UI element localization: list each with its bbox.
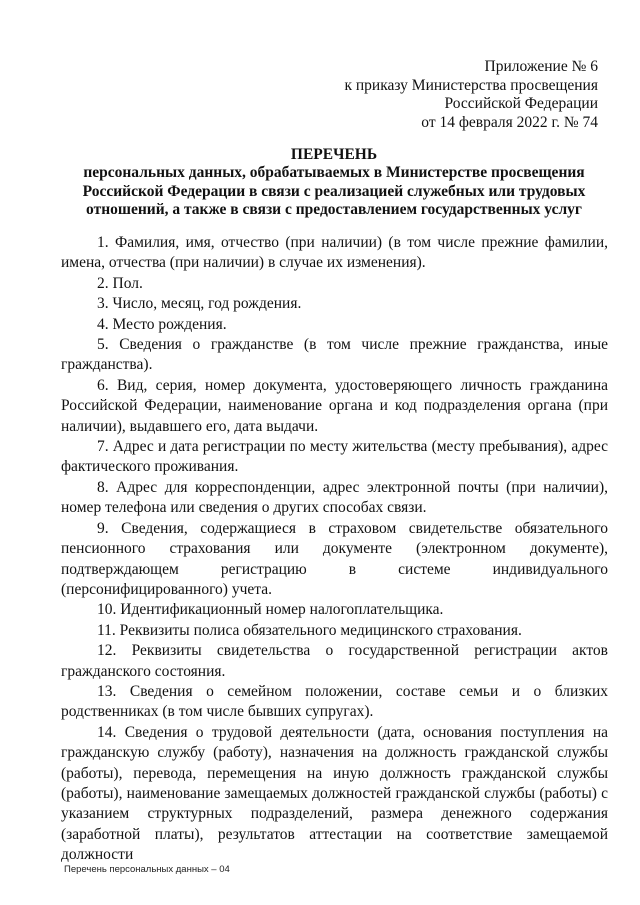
document-subtitle: персональных данных, обрабатываемых в Министерстве просвещения Российской Федерации в связи с реализацией служебных или трудовых отношений, а также в связи с предоставлением государственных услуг [82, 164, 586, 218]
list-item: 4. Место рождения. [97, 315, 227, 333]
page-footer: Перечень персональных данных – 04 [64, 864, 230, 875]
appendix-number: Приложение № 6 [484, 58, 598, 75]
list-item: 12. Реквизиты свидетельства о государственной регистрации актов гражданского состояния. [61, 642, 608, 680]
document-body [61, 233, 608, 866]
list-item: 6. Вид, серия, номер документа, удостоверяющего личность гражданина Российской Федерации, наименование органа и код подразделения органа (при наличии), выдавшего его, дата выдачи. [61, 376, 608, 435]
list-item: 1. Фамилия, имя, отчество (при наличии) (в том числе прежние фамилии, имена, отчества (при наличии) в случае их изменения). [61, 234, 608, 272]
appendix-date: от 14 февраля 2022 г. № 74 [421, 113, 598, 131]
list-item: 11. Реквизиты полиса обязательного медицинского страхования. [97, 621, 522, 639]
document-title: ПЕРЕЧЕНЬ [290, 146, 378, 163]
list-item: 2. Пол. [97, 274, 143, 292]
list-item: 8. Адрес для корреспонденции, адрес электронной почты (при наличии), номер телефона или сведения о других способах связи. [61, 478, 608, 517]
appendix-order-ref: к приказу Министерства просвещения [344, 76, 598, 94]
list-item: 9. Сведения, содержащиеся в страховом свидетельстве обязательного пенсионного страхования или документе (электронном документе), подтверждающем регистрацию в системе индивидуального (персонифицированного) учета. [61, 519, 608, 598]
list-item: 3. Число, месяц, год рождения. [97, 295, 302, 313]
list-item: 13. Сведения о семейном положении, составе семьи и о близких родственниках (в том числе бывших супругах). [61, 682, 608, 721]
list-item: 7. Адрес и дата регистрации по месту жительства (месту пребывания), адрес фактического проживания. [61, 438, 608, 476]
list-item: 10. Идентификационный номер налогоплательщика. [97, 601, 444, 619]
list-item: 5. Сведения о гражданстве (в том числе прежние гражданства, иные гражданства). [61, 336, 608, 374]
appendix-header [344, 58, 598, 132]
list-item: 14. Сведения о трудовой деятельности (дата, основания поступления на гражданскую службу (работу), назначения на должность гражданской службы (работы), перевода, перемещения на иную должность гражданской службы (работы), наименование замещаемых должностей гражданской службы (работы) с указанием структурных подразделений, размера денежного содержания (заработной платы), результатов аттестации на соответствие замещаемой должности [61, 723, 608, 864]
appendix-federation: Российской Федерации [444, 95, 598, 112]
